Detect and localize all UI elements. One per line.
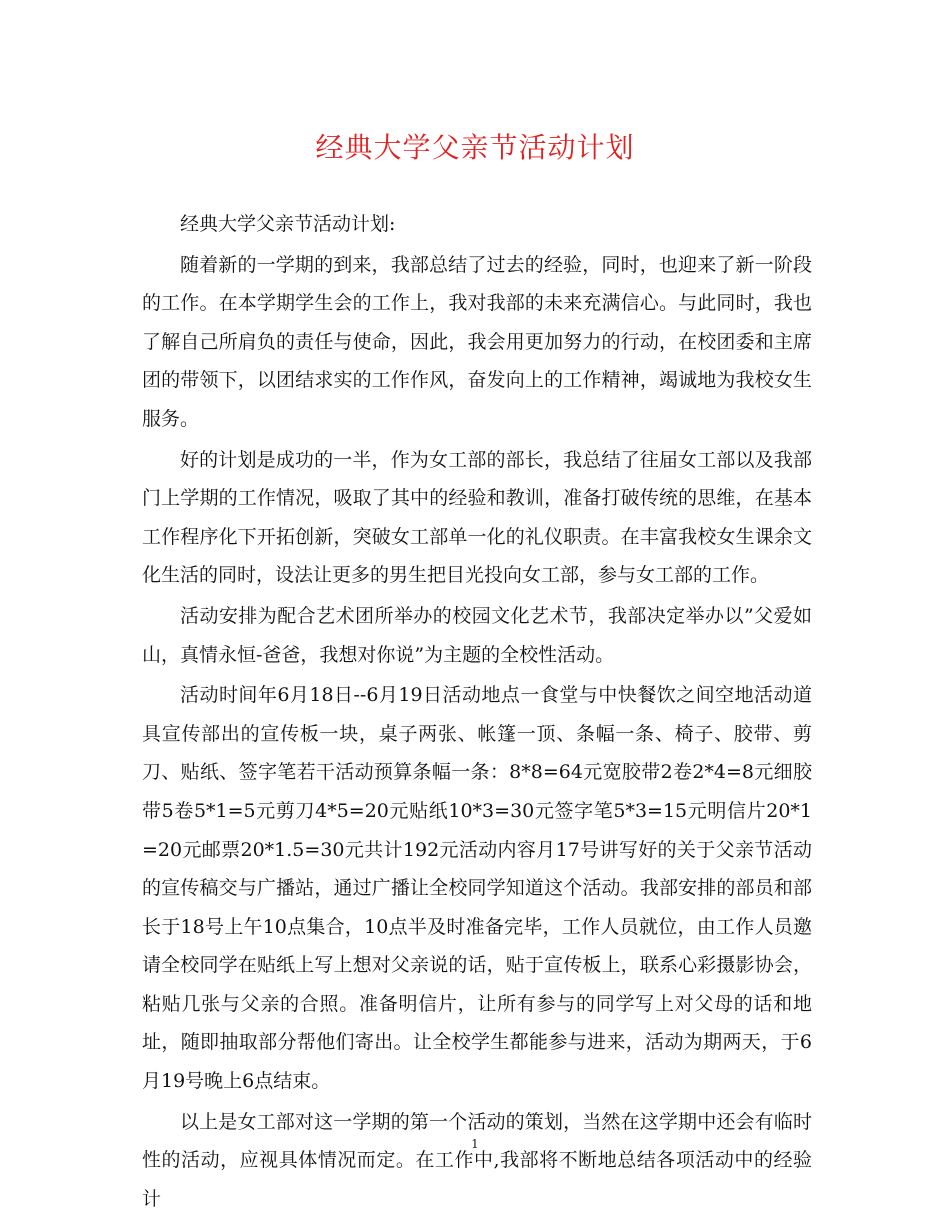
document-title: 经典大学父亲节活动计划 [315, 131, 635, 164]
paragraph-activity-arrangement: 活动安排为配合艺术团所举办的校园文化艺术节，我部决定举办以”父爱如山，真情永恒-爸爸，我想对你说”为主题的全校性活动。 [142, 604, 812, 666]
page-number: 1 [471, 1137, 479, 1151]
paragraph-intro: 经典大学父亲节活动计划: [180, 213, 396, 235]
paragraph-activity-details: 活动时间年6月18日--6月19日活动地点一食堂与中快餐饮之间空地活动道具宣传部出的宣传板一块，桌子两张、帐篷一顶、条幅一条、椅子、胶带、剪刀、贴纸、签字笔若干活动预算条幅一条：8*8=64元宽胶带2卷2*4=8元细胶带5卷5*1=5元剪刀4*5=20元贴纸10*3=30元签字笔5*3=15元明信片20*1=20元邮票20*1.5=30元共计192元活动内容月17号讲写好的关于父亲节活动的宣传稿交与广播站，通过广播让全校同学知道这个活动。我部安排的部员和部长于18号上午10点集合，10点半及时准备完毕，工作人员就位，由工作人员邀请全校同学在贴纸上写上想对父亲说的话，贴于宣传板上，联系心彩摄影协会，粘贴几张与父亲的合照。准备明信片，让所有参与的同学写上对父母的话和地址，随即抽取部分帮他们寄出。让全校学生都能参与进来，活动为期两天，于6月19号晚上6点结束。 [142, 684, 812, 1093]
document-body [142, 205, 812, 1220]
paragraph-plan: 好的计划是成功的一半，作为女工部的部长，我总结了往届女工部以及我部门上学期的工作情况，吸取了其中的经验和教训，准备打破传统的思维，在基本工作程序化下开拓创新，突破女工部单一化的礼仪职责。在丰富我校女生课余文化生活的同时，设法让更多的男生把目光投向女工部，参与女工部的工作。 [142, 448, 812, 587]
paragraph-summary: 以上是女工部对这一学期的第一个活动的策划，当然在这学期中还会有临时性的活动，应视具体情况而定。在工作中,我部将不断地总结各项活动中的经验计 [142, 1110, 812, 1210]
paragraph-new-semester: 随着新的一学期的到来，我部总结了过去的经验，同时，也迎来了新一阶段的工作。在本学期学生会的工作上，我对我部的未来充满信心。与此同时，我也了解自己所肩负的责任与使命，因此，我会用更加努力的行动，在校团委和主席团的带领下，以团结求实的工作作风，奋发向上的工作精神，竭诚地为我校女生服务。 [142, 253, 812, 430]
